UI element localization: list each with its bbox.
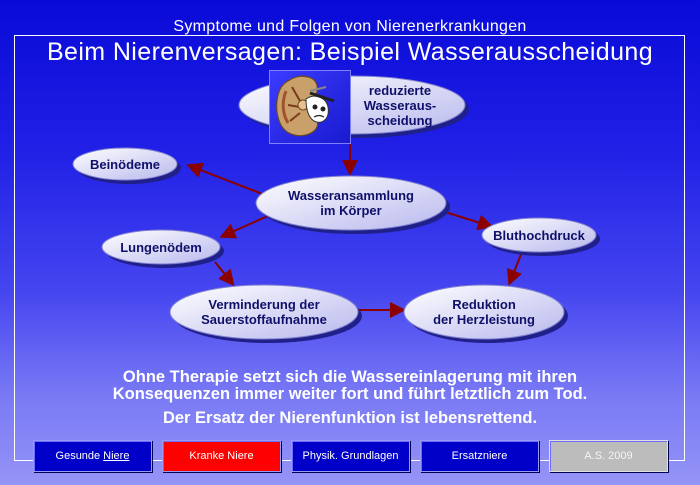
nav-link-kidney[interactable]: Niere [103, 450, 130, 462]
nav-button-physics-basics[interactable] [291, 440, 410, 472]
node-heart-line1: Reduktion [452, 297, 516, 312]
node-hypertension-text: Bluthochdruck [493, 227, 585, 243]
page-subtitle: Symptome und Folgen von Nierenerkrankungen [173, 18, 527, 35]
nav-button-replacement-kidney-label: Ersatzniere [451, 450, 508, 462]
page-title: Beim Nierenversagen: Beispiel Wasserausscheidung [46, 38, 654, 66]
arrow-lung-to-oxygen [215, 262, 232, 283]
nav-button-sick-kidney[interactable] [162, 440, 281, 472]
node-reduced-excretion-label [348, 82, 452, 128]
node-heart-line2: der Herzleistung [433, 312, 535, 327]
node-lung-edema-text: Lungenödem [120, 239, 202, 255]
nav-button-sick-kidney-label: Kranke Niere [189, 450, 254, 462]
nav-button-healthy-kidney[interactable] [33, 440, 152, 472]
node-accumulation-label [260, 186, 442, 220]
node-accumulation-line2: im Körper [320, 203, 382, 218]
nav-button-replacement-kidney[interactable] [420, 440, 539, 472]
arrow-hypertension-to-heart [510, 252, 522, 282]
node-reduced-excretion-line1: reduzierte [368, 82, 432, 98]
node-reduced-excretion-line3: scheidung [367, 112, 433, 128]
node-edema-text: Beinödeme [89, 156, 161, 172]
node-edema-label [73, 155, 177, 173]
kidney-illustration [269, 70, 351, 144]
node-oxygen-line2: Sauerstoffaufnahme [201, 312, 327, 327]
nav-button-physics-basics-label: Physik. Grundlagen [302, 450, 399, 462]
nav-button-healthy-kidney-prefix: Gesunde [55, 450, 101, 462]
arrow-accumulation-to-hypertension [445, 212, 490, 226]
node-oxygen-line1: Verminderung der [208, 297, 320, 312]
node-accumulation-line1: Wasseransammlung [288, 188, 414, 203]
nav-button-credits[interactable] [549, 440, 668, 472]
message-line-1: Ohne Therapie setzt sich die Wassereinlagerung mit ihren [122, 368, 578, 386]
nav-button-credits-label: A.S. 2009 [584, 450, 633, 462]
node-lung-edema-label [102, 238, 220, 256]
node-oxygen-label [172, 295, 356, 329]
node-heart-label [406, 295, 562, 329]
node-hypertension-label [482, 226, 596, 244]
kidney-icon [270, 71, 350, 143]
node-reduced-excretion-line2: Wasseraus- [363, 97, 437, 113]
arrow-accumulation-to-edema [190, 166, 265, 195]
message-line-2: Konsequenzen immer weiter fort und führt letztlich zum Tod. [112, 385, 588, 403]
message-line-3: Der Ersatz der Nierenfunktion ist lebensrettend. [162, 409, 538, 427]
